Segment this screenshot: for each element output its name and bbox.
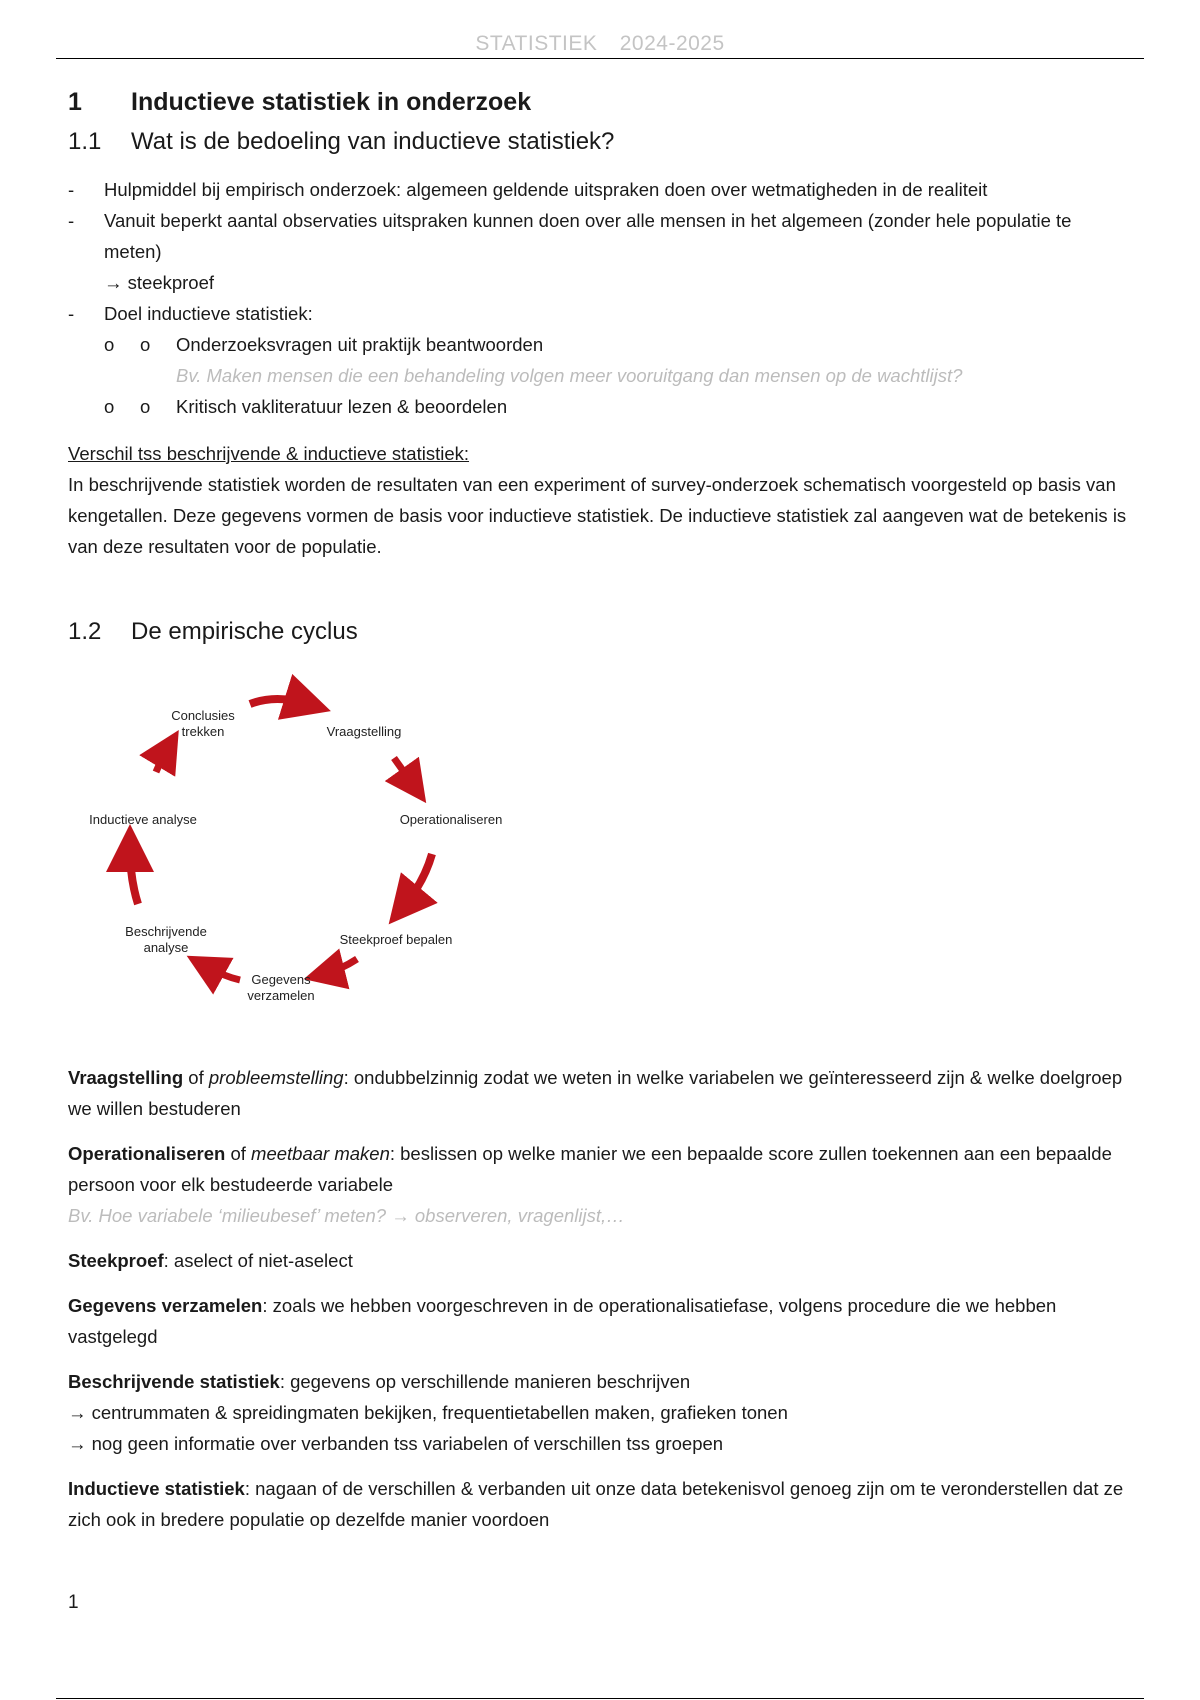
page-footer-rule <box>56 1698 1144 1699</box>
sub-bullet-item: o o Onderzoeksvragen uit praktijk beantwoorden <box>104 329 1132 360</box>
cycle-label-steekproef: Steekproef bepalen <box>339 932 453 947</box>
bullet-item: - Doel inductieve statistiek: <box>68 298 1132 329</box>
definition-gegevens-verzamelen: Gegevens verzamelen: zoals we hebben voorgeschreven in de operationalisatiefase, volgens procedure die we hebben vastgelegd <box>68 1295 1057 1347</box>
circle-bullet-icon: o o <box>140 396 151 417</box>
arrow-beschrijvende-to-inductieve <box>130 848 138 904</box>
definition-steekproef: Steekproef: aselect of niet-aselect <box>68 1250 353 1271</box>
chapter-heading <box>68 82 1132 122</box>
sub-bullet-list <box>68 329 1132 360</box>
circle-bullet-icon: o o <box>140 334 151 355</box>
cycle-label-beschrijvende: Beschrijvende analyse <box>125 924 207 955</box>
cycle-label-vraagstelling: Vraagstelling <box>326 724 402 739</box>
empirical-cycle-diagram <box>68 674 528 1034</box>
chapter-number: 1 <box>68 87 82 116</box>
definition-operationaliseren: Operationaliseren of meetbaar maken: beslissen op welke manier we een bepaalde score zullen toekennen aan een bepaalde persoon voor elk bestudeerde variabele <box>68 1143 1112 1195</box>
section-1-1-heading <box>68 122 1132 162</box>
section-title: Wat is de bedoeling van inductieve statistiek? <box>131 128 615 155</box>
bullet-list <box>68 298 1132 329</box>
difference-text: In beschrijvende statistiek worden de resultaten van een experiment of survey-onderzoek schematisch voorgesteld op basis van kengetallen. Deze gegevens vormen de basis voor inductieve statistiek. De inductieve statistiek zal aangeven wat de betekenis is van deze resultaten voor de populatie. <box>68 474 1127 557</box>
arrow-note: → steekproef <box>104 272 215 293</box>
sub-bullet-list <box>68 391 1132 422</box>
definition-inductieve-statistiek: Inductieve statistiek: nagaan of de verschillen & verbanden uit onze data betekenisvol genoeg zijn om te veronderstellen dat ze zich ook in bredere populatie op dezelfde manier voordoen <box>68 1478 1124 1530</box>
header-year: 2024-2025 <box>619 32 725 55</box>
header-subject: STATISTIEK <box>475 32 598 55</box>
definition-beschrijvende-statistiek: Beschrijvende statistiek: gegevens op verschillende manieren beschrijven <box>68 1371 691 1392</box>
cycle-label-conclusies: Conclusies trekken <box>171 708 235 739</box>
example-text: Bv. Maken mensen die een behandeling volgen meer vooruitgang dan mensen op de wachtlijst? <box>176 365 963 386</box>
example-text: Bv. Hoe variabele ‘milieubesef’ meten? → observeren, vragenlijst,… <box>68 1205 625 1226</box>
page-header <box>56 32 1144 59</box>
arrow-gegevens-to-beschrijvende <box>205 966 240 980</box>
cycle-label-inductieve: Inductieve analyse <box>89 812 197 827</box>
section-1-2-heading <box>68 612 1132 652</box>
section-number: 1.2 <box>68 618 102 645</box>
cycle-label-operationaliseren: Operationaliseren <box>399 812 503 827</box>
arrow-vraagstelling-to-operationaliseren <box>394 758 414 786</box>
section-title: De empirische cyclus <box>131 618 358 645</box>
page-content <box>68 82 1132 1535</box>
bullet-list <box>68 174 1132 267</box>
sub-bullet-item: o o Kritisch vakliteratuur lezen & beoordelen <box>104 391 1132 422</box>
cycle-label-gegevens: Gegevens verzamelen <box>247 972 315 1003</box>
bullet-item: - Vanuit beperkt aantal observaties uitspraken kunnen doen over alle mensen in het algemeen (zonder hele populatie te meten) <box>68 205 1132 267</box>
arrow-steekproef-to-gegevens <box>324 959 357 974</box>
arrow-note: → centrummaten & spreidingmaten bekijken, frequentietabellen maken, grafieken tonen <box>68 1402 788 1423</box>
bullet-item: - Hulpmiddel bij empirisch onderzoek: algemeen geldende uitspraken doen over wetmatigheden in de realiteit <box>68 174 1132 205</box>
arrow-conclusies-to-vraagstelling <box>250 699 308 704</box>
arrow-operationaliseren-to-steekproef <box>404 854 432 906</box>
definition-vraagstelling: Vraagstelling of probleemstelling: ondubbelzinnig zodat we weten in welke variabelen we geïnteresseerd zijn & welke doelgroep we willen bestuderen <box>68 1067 1123 1119</box>
difference-heading: Verschil tss beschrijvende & inductieve statistiek: <box>68 443 470 464</box>
page-number: 1 <box>68 1592 79 1613</box>
section-number: 1.1 <box>68 128 102 155</box>
arrow-note: → nog geen informatie over verbanden tss variabelen of verschillen tss groepen <box>68 1433 724 1454</box>
arrow-inductieve-to-conclusies <box>156 748 168 772</box>
chapter-title: Inductieve statistiek in onderzoek <box>131 87 532 116</box>
